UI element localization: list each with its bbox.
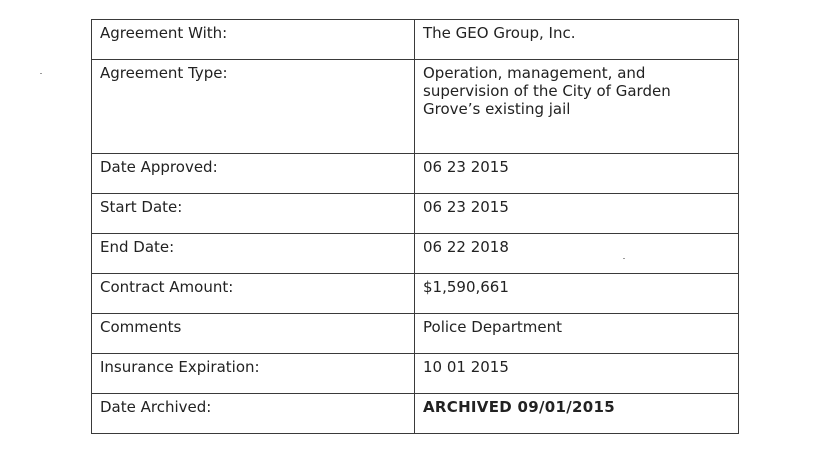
table-row	[92, 194, 739, 234]
table-row	[92, 354, 739, 394]
field-value-date-approved: 06 23 2015	[415, 154, 739, 194]
field-value-insurance-expiration: 10 01 2015	[415, 354, 739, 394]
field-label-insurance-expiration: Insurance Expiration:	[92, 354, 415, 394]
table-row	[92, 20, 739, 60]
field-value-contract-amount: $1,590,661	[415, 274, 739, 314]
agreement-record-table	[91, 19, 739, 434]
table-row	[92, 60, 739, 154]
field-label-comments: Comments	[92, 314, 415, 354]
table-row	[92, 234, 739, 274]
table-row	[92, 394, 739, 434]
field-label-contract-amount: Contract Amount:	[92, 274, 415, 314]
field-value-end-date: 06 22 2018	[415, 234, 739, 274]
table-row	[92, 314, 739, 354]
field-value-agreement-type: Operation, management, and supervision of the City of Garden Grove’s existing jail	[415, 60, 739, 154]
field-value-comments: Police Department	[415, 314, 739, 354]
table-row	[92, 274, 739, 314]
field-label-end-date: End Date:	[92, 234, 415, 274]
field-value-agreement-with: The GEO Group, Inc.	[415, 20, 739, 60]
field-value-date-archived: ARCHIVED 09/01/2015	[415, 394, 739, 434]
field-value-start-date: 06 23 2015	[415, 194, 739, 234]
scan-speck	[623, 258, 625, 259]
field-label-agreement-type: Agreement Type:	[92, 60, 415, 154]
field-label-start-date: Start Date:	[92, 194, 415, 234]
scan-speck	[40, 73, 42, 74]
table-row	[92, 154, 739, 194]
field-label-date-approved: Date Approved:	[92, 154, 415, 194]
field-label-date-archived: Date Archived:	[92, 394, 415, 434]
field-label-agreement-with: Agreement With:	[92, 20, 415, 60]
